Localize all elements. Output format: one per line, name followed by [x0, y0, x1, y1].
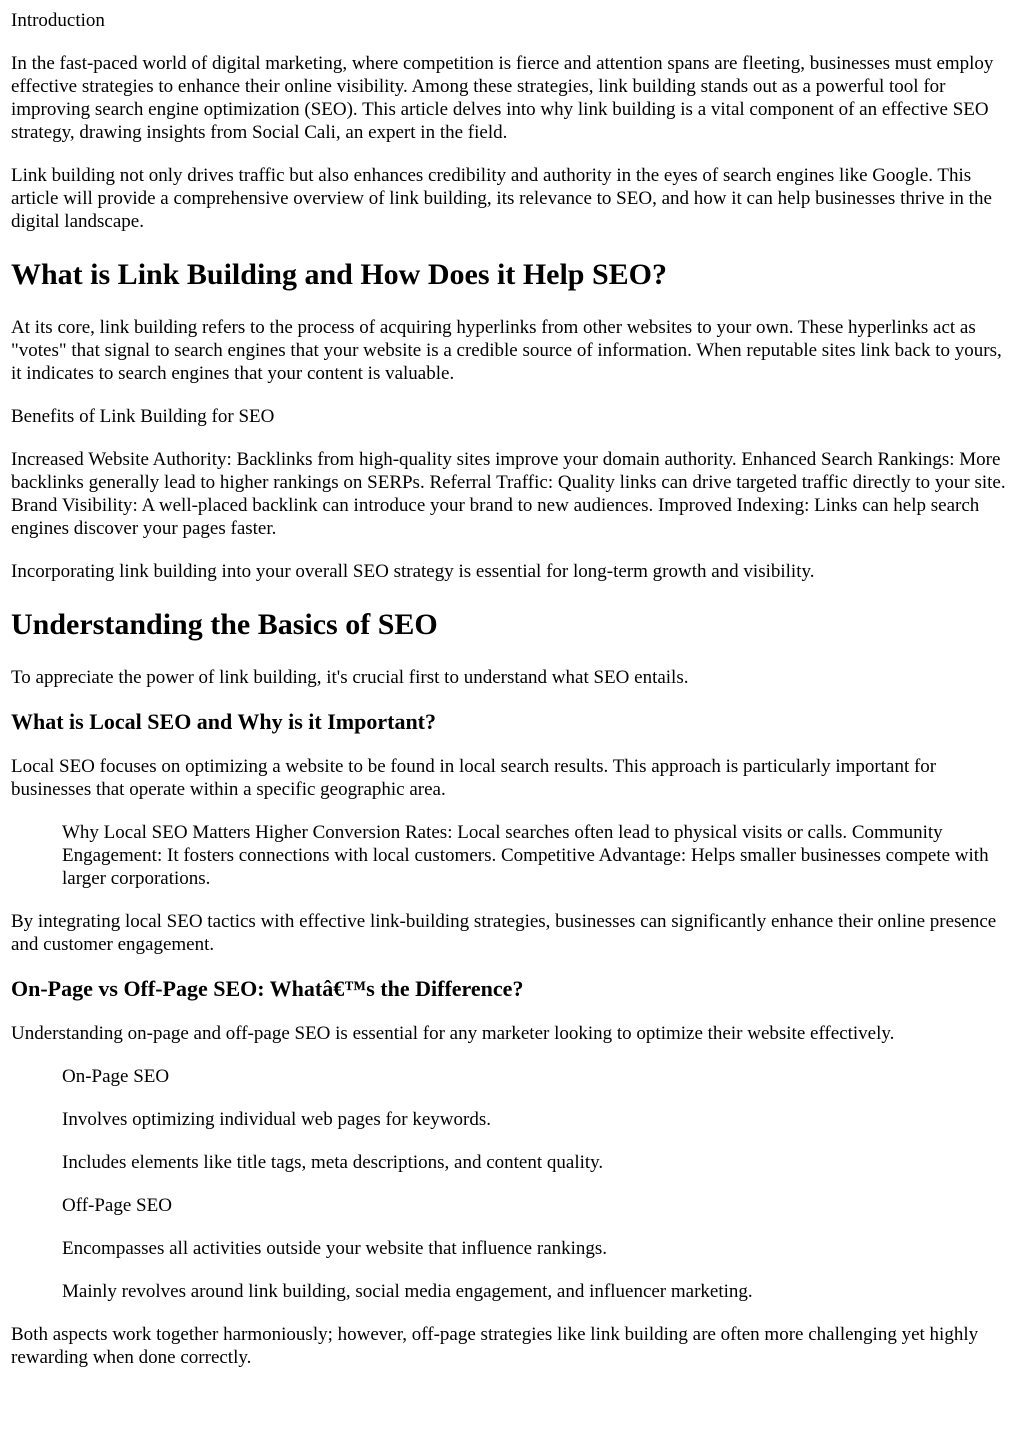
local-seo-quote-text: Why Local SEO Matters Higher Conversion Rates: Local searches often lead to physical visits or calls. Community Engagement: It fosters connections with local customers. Competitive Advantage: Helps smaller businesses compete with larger corporations.: [62, 822, 989, 889]
intro-paragraph-2: Link building not only drives traffic but also enhances credibility and authority in the eyes of search engines like Google. This article will provide a comprehensive overview of link building, its relevance to SEO, and how it can help businesses thrive in the digital landscape.: [11, 165, 992, 232]
quote-item: Involves optimizing individual web pages for keywords.: [62, 1109, 492, 1130]
benefits-text: Increased Website Authority: Backlinks from high-quality sites improve your domain authority. Enhanced Search Rankings: More backlinks generally lead to higher rankings on SERPs. Referral Traffic: Quality links can drive targeted traffic directly to your site. Brand Visibility: A well-placed backlink can introduce your brand to new audiences. Improved Indexing: Links can help search engines discover your pages faster.: [11, 449, 1006, 539]
seo-basics-intro: To appreciate the power of link building, it's crucial first to understand what SEO entails.: [11, 667, 689, 688]
intro-paragraph-1: In the fast-paced world of digital marketing, where competition is fierce and attention spans are fleeting, businesses must employ effective strategies to enhance their online visibility. Among these strategies, link building stands out as a powerful tool for improving search engine optimization (SEO). This article delves into why link building is a vital component of an effective SEO strategy, drawing insights from Social Cali, an expert in the field.: [11, 53, 994, 143]
local-seo-quote: [62, 821, 1013, 890]
section-heading-seo-basics: Understanding the Basics of SEO: [11, 608, 438, 641]
link-building-definition: At its core, link building refers to the process of acquiring hyperlinks from other websites to your own. These hyperlinks act as "votes" that signal to search engines that your website is a credible source of information. When reputable sites link back to yours, it indicates to search engines that your content is valuable.: [11, 317, 1002, 384]
onpage-offpage-summary: Both aspects work together harmoniously; however, off-page strategies like link building are often more challenging yet highly rewarding when done correctly.: [11, 1324, 979, 1368]
quote-item: Off-Page SEO: [62, 1195, 172, 1216]
quote-item: On-Page SEO: [62, 1066, 170, 1087]
intro-label: Introduction: [11, 10, 105, 31]
quote-item: Mainly revolves around link building, social media engagement, and influencer marketing.: [62, 1281, 753, 1302]
onpage-offpage-intro: Understanding on-page and off-page SEO is essential for any marketer looking to optimize their website effectively.: [11, 1023, 895, 1044]
benefits-label: Benefits of Link Building for SEO: [11, 406, 275, 427]
subheading-onpage-offpage: On-Page vs Off-Page SEO: Whatâ€™s the Difference?: [11, 976, 524, 1001]
onpage-offpage-quote: [62, 1065, 1013, 1303]
local-seo-paragraph: Local SEO focuses on optimizing a website to be found in local search results. This approach is particularly important for businesses that operate within a specific geographic area.: [11, 756, 937, 800]
quote-item: Includes elements like title tags, meta descriptions, and content quality.: [62, 1152, 604, 1173]
subheading-local-seo: What is Local SEO and Why is it Important?: [11, 709, 437, 734]
local-seo-summary: By integrating local SEO tactics with effective link-building strategies, businesses can significantly enhance their online presence and customer engagement.: [11, 911, 997, 955]
quote-item: Encompasses all activities outside your website that influence rankings.: [62, 1238, 608, 1259]
link-building-summary: Incorporating link building into your overall SEO strategy is essential for long-term growth and visibility.: [11, 561, 815, 582]
section-heading-link-building: What is Link Building and How Does it Help SEO?: [11, 258, 668, 291]
